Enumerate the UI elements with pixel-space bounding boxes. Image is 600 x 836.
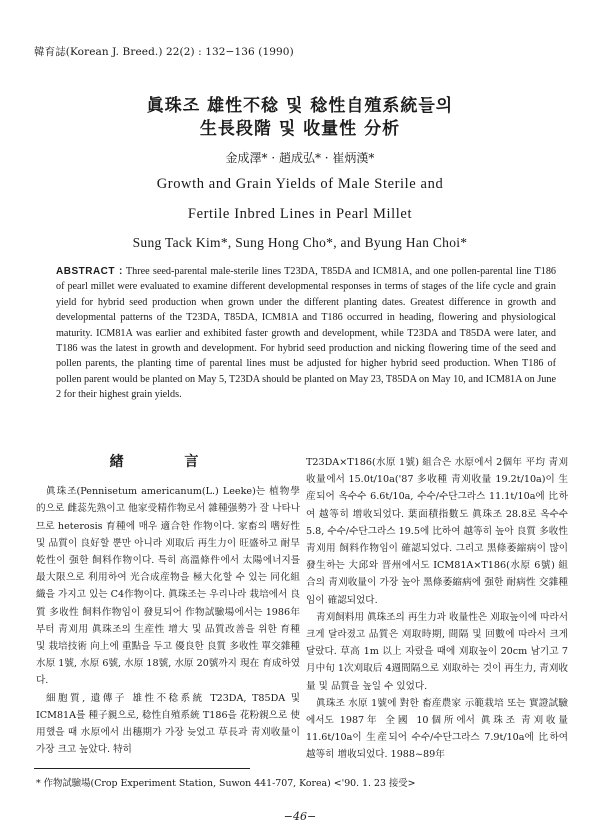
abstract-text: Three seed-parental male-sterile lines T23DA, T85DA and ICM81A, and one pollen-parental line T186 of pearl millet were evaluated to examine different developmental responses in terms of stages of the life cycle and grain yield for hybrid seed production when grown under the different planting dates. Greatest difference in growth and developmental patterns of the T23DA, T85DA, ICM81A and T186 occurred in heading, flowering and physiological maturity. ICM81A was earlier and exhibited faster growth and development, while T23DA and T85DA were later, and T186 was the latest in growth and development. For hybrid seed production and nicking flowering time of the seed and pollen parents, the planting time of parental lines must be adjusted for higher hybrid seed production. When T186 of pollen parent would be planted on May 5, T23DA should be planted on May 23, T85DA on May 10, and ICM81A on June 2 for their highest grain yields.: [56, 266, 557, 401]
abstract: [56, 264, 556, 403]
journal-citation: 韓育誌(Korean J. Breed.) 22(2) : 132−136 (1990): [34, 46, 294, 58]
body-paragraph: 眞珠조(Pennisetum americanum(L.) Leeke)는 植物學的으로 雌蕊先熟이고 他家受精作物로서 雜種强勢가 잘 나타나므로 heterosis 育種에 매우 適合한 作物이다. 家畜의 嗜好性 및 品質이 良好할 뿐만 아니라 刈取后 再生力이 旺盛하고 耐旱乾性이 强한 飼料作物이다. 특히 高溫條件에서 太陽에너지를 最大限으로 利用하여 光合成産物을 極大化할 수 있는 同化組織을 가지고 있는 C4作物이다. 眞珠조는 우리나라 栽培에서 良質 多收性 飼料作物임이 發見되어 作物試驗場에서는 1986年부터 靑刈用 眞珠조의 生産性 增大 및 品質改善을 위한 育種 및 栽培技術 向上에 重點을 두고 優良한 良質 多收性 單交雜種 水原 1號, 水原 6號, 水原 18號, 水原 20號까지 現在 育成하였다.: [36, 486, 300, 687]
korean-title-line-2: 生長段階 및 收量性 分析: [199, 119, 401, 139]
korean-authors: 金成澤* · 趙成弘* · 崔炳漢*: [225, 151, 375, 165]
body-paragraph: 靑刈飼料用 眞珠조의 再生力과 收量性은 刈取높이에 따라서 크게 달라졌고 品質은 刈取時期, 間隔 및 回數에 따라서 크게 달랐다. 草高 1m 以上 자랐을 때에 刈取높이 20cm 남기고 7月中旬 1次刈取后 4週間隔으로 刈取하는 것이 再生力, 靑刈收量 및 品質을 높일 수 있었다.: [306, 611, 568, 692]
english-authors: Sung Tack Kim*, Sung Hong Cho*, and Byung Han Choi*: [132, 235, 468, 250]
left-column: [36, 456, 300, 758]
body-paragraph: T23DA×T186(水原 1號) 組合은 水原에서 2個年 平均 靑刈收量에서 15.0t/10a('87 多收種 靑刈收量 19.2t/10a)이 生産되어 옥수수 6.6t/10a, 수수/수단그라스 11.1t/10a에 比하여 越等히 增收되었다. 葉面積指數도 眞珠조 28.8로 옥수수 5.8, 수수/수단그라스 19.5에 比하여 越等히 높아 良質 多收性 靑刈用 飼料作物임이 確認되었다. 그리고 黑條萎縮病이 많이 發生하는 大邱와 晋州에서도 ICM81A×T186(水原 6號) 組合의 靑刈收量이 가장 높아 黑條萎縮病에 强한 耐病性 交雜種임이 確認되었다.: [306, 457, 568, 606]
page-number: −46−: [283, 810, 317, 823]
abstract-label: ABSTRACT :: [56, 266, 123, 277]
english-title-line-1: Growth and Grain Yields of Male Sterile and: [156, 176, 444, 192]
footnote-divider: [34, 768, 250, 769]
section-heading-introduction: 緖 言: [109, 454, 227, 470]
footnote: * 作物試驗場(Crop Experiment Station, Suwon 441-707, Korea) <'90. 1. 23 接受>: [36, 778, 416, 789]
korean-title-line-1: 眞珠조 雄性不稔 및 稔性自殖系統들의: [146, 96, 454, 116]
english-title-line-2: Fertile Inbred Lines in Pearl Millet: [187, 206, 413, 222]
body-paragraph: 細胞質, 遺傳子 雄性不稔系統 T23DA, T85DA 및 ICM81A를 種子親으로, 稔性自殖系統 T186을 花粉親으로 使用했을 때 水原에서 出穗期가 가장 늦었고 草長과 靑刈收量이 가장 크고 높았다. 特히: [36, 692, 300, 756]
right-column: [306, 454, 568, 764]
body-paragraph: 眞珠조 水原 1號에 對한 畜産農家 示範栽培 또는 實證試驗에서도 1987年 全國 10個所에서 眞珠조 靑刈收量 11.6t/10a이 生産되어 수수/수단그라스 7.9t/10a에 比하여 越等히 增收되었다. 1988~89年: [306, 697, 568, 761]
